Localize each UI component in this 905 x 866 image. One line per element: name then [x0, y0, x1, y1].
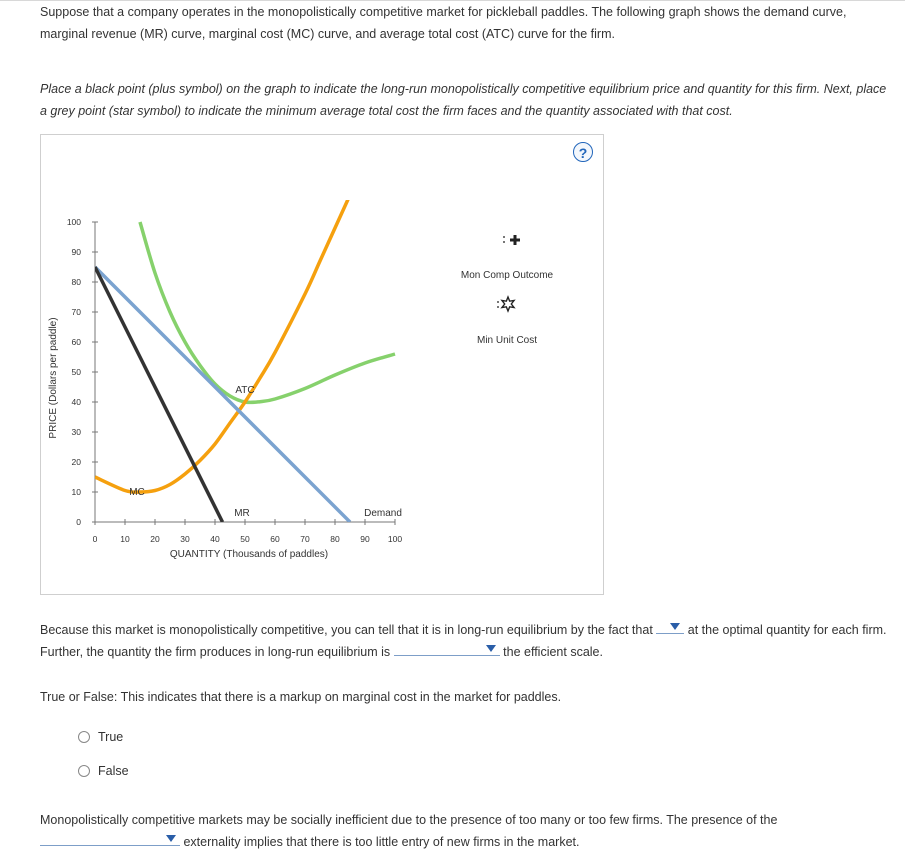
radio-true[interactable] — [78, 730, 123, 744]
y-tick-label: 40 — [71, 397, 81, 407]
chevron-down-icon — [670, 623, 680, 630]
radio-circle-icon[interactable] — [78, 765, 90, 777]
graph-panel[interactable] — [40, 134, 604, 595]
instructions-text: Place a black point (plus symbol) on the graph to indicate the long-run monopolistically competitive equilibrium price and quantity for this firm. Next, place a grey point (star symbol) to indicate the minimum average total cost the firm faces and the quantity associated with that cost. — [40, 82, 887, 118]
q1-text-c: firm. Further, the quantity the firm produces in long-run equilibrium is — [40, 623, 887, 659]
q3-text-a: Monopolistically competitive markets may be socially inefficient due to the presence of too many or too few firms. The presence of the — [40, 813, 778, 827]
demand-label: Demand — [364, 508, 402, 519]
y-tick-label: 30 — [71, 427, 81, 437]
y-tick-label: 80 — [71, 277, 81, 287]
help-button[interactable]: ? — [573, 142, 593, 162]
y-tick-label: 0 — [76, 517, 81, 527]
q1-dropdown-scale[interactable] — [394, 641, 500, 656]
mc-label: MC — [129, 487, 145, 498]
x-tick-label: 0 — [92, 534, 98, 544]
y-axis-label: PRICE (Dollars per paddle) — [48, 317, 59, 439]
y-tick-label: 50 — [71, 367, 81, 377]
x-tick-label: 50 — [240, 534, 250, 544]
x-tick-label: 30 — [180, 534, 190, 544]
x-axis-label: QUANTITY (Thousands of paddles) — [169, 549, 329, 560]
y-tick-label: 70 — [71, 307, 81, 317]
radio-false-label: False — [98, 764, 129, 778]
q3-text-b: externality implies that there is too little entry of new firms in the market. — [183, 835, 580, 849]
y-tick-label: 10 — [71, 487, 81, 497]
chevron-down-icon — [486, 645, 496, 652]
legend-min-cost-label: Min Unit Cost — [476, 335, 538, 346]
y-tick-label: 20 — [71, 457, 81, 467]
intro-text: Suppose that a company operates in the monopolistically competitive market for pickleball paddles. The following graph shows the demand curve, marginal revenue (MR) curve, marginal cost (MC) curve, and average total cost (ATC) curve for the firm. — [40, 5, 847, 41]
q1-text-b: at the optimal quantity for each — [687, 623, 859, 637]
question-3 — [40, 809, 860, 853]
x-tick-label: 80 — [330, 534, 340, 544]
y-tick-label: 90 — [71, 247, 81, 257]
question-2: True or False: This indicates that there is a markup on marginal cost in the market for paddles. — [40, 690, 562, 704]
atc-label: ATC — [235, 385, 255, 396]
q3-dropdown-externality[interactable] — [40, 831, 180, 846]
radio-false[interactable] — [78, 764, 129, 778]
x-tick-label: 100 — [387, 534, 403, 544]
mr-label: MR — [234, 508, 250, 519]
y-tick-label: 100 — [66, 217, 81, 227]
x-tick-label: 20 — [150, 534, 160, 544]
q1-text-d: the efficient scale. — [503, 645, 603, 659]
x-tick-label: 40 — [210, 534, 220, 544]
x-tick-label: 70 — [300, 534, 310, 544]
radio-circle-icon[interactable] — [78, 731, 90, 743]
q1-dropdown-condition[interactable] — [656, 619, 684, 634]
x-tick-label: 10 — [120, 534, 130, 544]
q1-text-a: Because this market is monopolistically competitive, you can tell that it is in long-run equilibrium by the fact that — [40, 623, 653, 637]
x-tick-label: 90 — [360, 534, 370, 544]
question-1 — [40, 619, 905, 663]
y-tick-label: 60 — [71, 337, 81, 347]
x-tick-label: 60 — [270, 534, 280, 544]
legend-mon-comp-label: Mon Comp Outcome — [460, 270, 554, 281]
chevron-down-icon — [166, 835, 176, 842]
radio-true-label: True — [98, 730, 124, 744]
